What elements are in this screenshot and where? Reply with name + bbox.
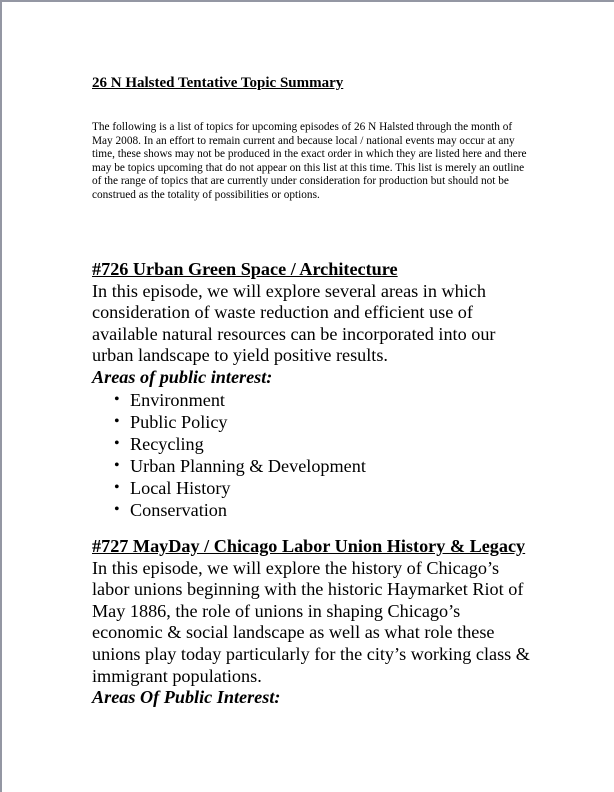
document-title: 26 N Halsted Tentative Topic Summary <box>92 75 344 91</box>
list-item-text: Urban Planning & Development <box>130 455 366 476</box>
bullet-icon: • <box>114 500 120 518</box>
list-item-text: Recycling <box>130 433 204 454</box>
list-item <box>92 411 542 433</box>
list-item-text: Conservation <box>130 499 227 520</box>
episode-title: #726 Urban Green Space / Architecture <box>92 259 398 279</box>
list-item <box>92 499 542 521</box>
list-item <box>92 389 542 411</box>
bullet-icon: • <box>114 434 120 452</box>
areas-of-interest-list <box>92 389 542 521</box>
episode-title: #727 MayDay / Chicago Labor Union History & Legacy <box>92 536 526 556</box>
list-item-text: Public Policy <box>130 411 228 432</box>
list-item <box>92 455 542 477</box>
episode-726 <box>92 259 542 521</box>
areas-of-interest-label: Areas Of Public Interest: <box>92 687 281 708</box>
list-item <box>92 477 542 499</box>
list-item <box>92 433 542 455</box>
episode-description: In this episode, we will explore the history of Chicago’s labor unions beginning with the historic Haymarket Riot of May 1886, the role of unions in shaping Chicago’s economic & social landscape as well as what role these unions play today particularly for the city’s working class & immigrant populations. <box>92 557 530 686</box>
intro-paragraph: The following is a list of topics for upcoming episodes of 26 N Halsted through the month of May 2008. In an effort to remain current and because local / national events may occur at any time, these shows may not be produced in the exact order in which they are listed here and there may be topics upcoming that do not appear on this list at this time. This list is merely an outline of the range of topics that are currently under consideration for production but should not be construed as the totality of possibilities or options. <box>92 121 527 201</box>
bullet-icon: • <box>114 412 120 430</box>
episode-727 <box>92 536 542 709</box>
list-item-text: Environment <box>130 389 225 410</box>
episode-description: In this episode, we will explore several areas in which consideration of waste reduction and efficient use of available natural resources can be incorporated into our urban landscape to yield positive results. <box>92 280 496 366</box>
bullet-icon: • <box>114 478 120 496</box>
areas-of-interest-label: Areas of public interest: <box>92 366 273 387</box>
bullet-icon: • <box>114 456 120 474</box>
list-item-text: Local History <box>130 477 231 498</box>
bullet-icon: • <box>114 390 120 408</box>
